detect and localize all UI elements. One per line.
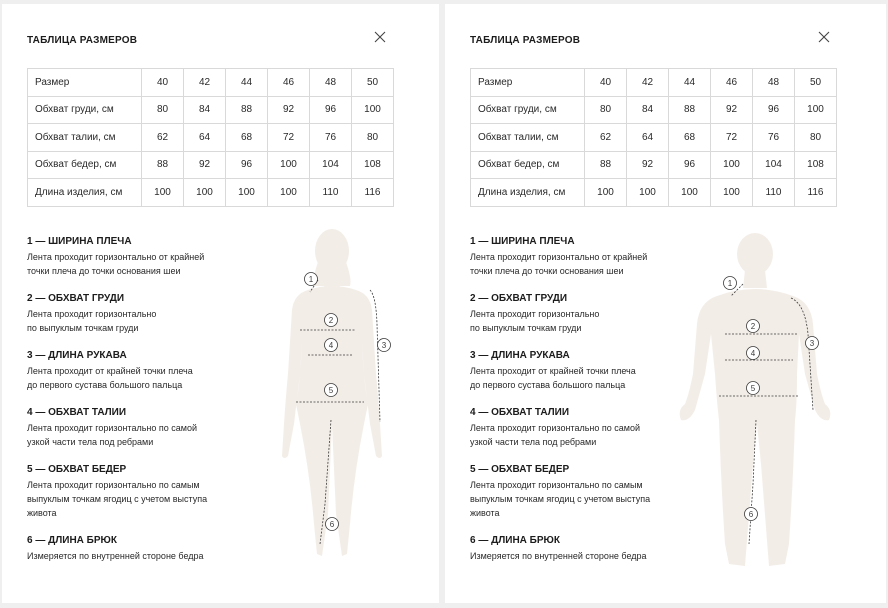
row-label: Размер bbox=[28, 69, 142, 97]
description-line: узкой части тела под ребрами bbox=[27, 437, 154, 447]
close-icon[interactable] bbox=[373, 30, 387, 44]
table-cell: 88 bbox=[669, 96, 711, 124]
panel-title: ТАБЛИЦА РАЗМЕРОВ bbox=[27, 35, 138, 46]
table-cell: 68 bbox=[669, 124, 711, 152]
description-line: выпуклым точкам ягодиц с учетом выступа bbox=[27, 494, 208, 504]
description-line: точки плеча до точки основания шеи bbox=[470, 266, 624, 276]
table-cell: 64 bbox=[627, 124, 669, 152]
table-cell: 50 bbox=[352, 69, 394, 97]
table-cell: 84 bbox=[184, 96, 226, 124]
description-line: узкой части тела под ребрами bbox=[470, 437, 597, 447]
table-cell: 42 bbox=[627, 69, 669, 97]
table-cell: 100 bbox=[669, 179, 711, 207]
table-cell: 44 bbox=[226, 69, 268, 97]
section-description bbox=[27, 549, 257, 563]
table-cell: 100 bbox=[268, 151, 310, 179]
section-description bbox=[27, 421, 257, 449]
table-cell: 92 bbox=[711, 96, 753, 124]
row-label: Обхват талии, см bbox=[471, 124, 585, 152]
table-cell: 88 bbox=[142, 151, 184, 179]
section-description bbox=[27, 364, 257, 392]
table-cell: 116 bbox=[795, 179, 837, 207]
section-title: 5 — ОБХВАТ БЕДЕР bbox=[27, 464, 127, 475]
size-table bbox=[27, 68, 394, 207]
marker-label: 1 bbox=[727, 279, 733, 288]
table-cell: 96 bbox=[226, 151, 268, 179]
table-cell: 104 bbox=[753, 151, 795, 179]
description-line: Лента проходит горизонтально bbox=[27, 309, 157, 319]
description-line: Лента проходит горизонтально по самой bbox=[470, 423, 640, 433]
table-cell: 88 bbox=[585, 151, 627, 179]
marker-label: 4 bbox=[328, 341, 334, 350]
marker-label: 6 bbox=[329, 520, 335, 529]
table-cell: 104 bbox=[310, 151, 352, 179]
marker-label: 3 bbox=[381, 341, 387, 350]
section-title: 5 — ОБХВАТ БЕДЕР bbox=[470, 464, 570, 475]
table-cell: 110 bbox=[753, 179, 795, 207]
table-row bbox=[28, 96, 394, 124]
table-cell: 80 bbox=[352, 124, 394, 152]
description-line: Лента проходит от крайней точки плеча bbox=[470, 366, 636, 376]
row-label: Размер bbox=[471, 69, 585, 97]
table-cell: 48 bbox=[753, 69, 795, 97]
size-chart-panel-female bbox=[2, 4, 439, 603]
table-cell: 68 bbox=[226, 124, 268, 152]
marker-label: 5 bbox=[750, 384, 756, 393]
description-line: Лента проходит горизонтально по самой bbox=[27, 423, 197, 433]
table-cell: 110 bbox=[310, 179, 352, 207]
section-title: 2 — ОБХВАТ ГРУДИ bbox=[470, 293, 568, 304]
table-cell: 80 bbox=[142, 96, 184, 124]
section-title: 6 — ДЛИНА БРЮК bbox=[27, 535, 117, 546]
description-line: до первого сустава большого пальца bbox=[470, 380, 626, 390]
section-title: 4 — ОБХВАТ ТАЛИИ bbox=[27, 407, 127, 418]
marker-label: 1 bbox=[308, 275, 314, 284]
table-cell: 116 bbox=[352, 179, 394, 207]
table-row bbox=[471, 179, 837, 207]
description-line: Лента проходит горизонтально от крайней bbox=[27, 252, 205, 262]
table-cell: 88 bbox=[226, 96, 268, 124]
section-description bbox=[27, 250, 257, 278]
table-cell: 100 bbox=[268, 179, 310, 207]
panel-title: ТАБЛИЦА РАЗМЕРОВ bbox=[470, 35, 581, 46]
marker-label: 4 bbox=[750, 349, 756, 358]
section-title: 4 — ОБХВАТ ТАЛИИ bbox=[470, 407, 570, 418]
row-label: Обхват груди, см bbox=[28, 96, 142, 124]
table-cell: 46 bbox=[711, 69, 753, 97]
table-row bbox=[28, 124, 394, 152]
table-row bbox=[28, 69, 394, 97]
description-line: по выпуклым точкам груди bbox=[27, 323, 139, 333]
marker-label: 3 bbox=[809, 339, 815, 348]
table-cell: 100 bbox=[711, 179, 753, 207]
table-cell: 100 bbox=[184, 179, 226, 207]
table-cell: 46 bbox=[268, 69, 310, 97]
table-cell: 100 bbox=[711, 151, 753, 179]
description-line: выпуклым точкам ягодиц с учетом выступа bbox=[470, 494, 651, 504]
row-label: Обхват груди, см bbox=[471, 96, 585, 124]
section-title: 3 — ДЛИНА РУКАВА bbox=[470, 350, 570, 361]
table-cell: 64 bbox=[184, 124, 226, 152]
table-cell: 72 bbox=[711, 124, 753, 152]
section-title: 1 — ШИРИНА ПЛЕЧА bbox=[27, 236, 132, 247]
table-cell: 100 bbox=[627, 179, 669, 207]
section-title: 3 — ДЛИНА РУКАВА bbox=[27, 350, 127, 361]
table-cell: 84 bbox=[627, 96, 669, 124]
measurement-instructions bbox=[27, 233, 257, 575]
description-line: живота bbox=[470, 508, 500, 518]
table-cell: 96 bbox=[753, 96, 795, 124]
table-cell: 40 bbox=[585, 69, 627, 97]
table-row bbox=[28, 151, 394, 179]
description-line: Лента проходит горизонтально по самым bbox=[27, 480, 200, 490]
table-cell: 48 bbox=[310, 69, 352, 97]
table-cell: 76 bbox=[753, 124, 795, 152]
table-cell: 44 bbox=[669, 69, 711, 97]
section-title: 1 — ШИРИНА ПЛЕЧА bbox=[470, 236, 575, 247]
table-row bbox=[471, 151, 837, 179]
description-line: до первого сустава большого пальца bbox=[27, 380, 183, 390]
table-cell: 92 bbox=[268, 96, 310, 124]
table-row bbox=[471, 96, 837, 124]
female-silhouette bbox=[252, 224, 402, 584]
description-line: Лента проходит горизонтально bbox=[470, 309, 600, 319]
table-cell: 42 bbox=[184, 69, 226, 97]
table-cell: 100 bbox=[226, 179, 268, 207]
table-cell: 80 bbox=[585, 96, 627, 124]
table-cell: 40 bbox=[142, 69, 184, 97]
section-title: 2 — ОБХВАТ ГРУДИ bbox=[27, 293, 125, 304]
row-label: Обхват талии, см bbox=[28, 124, 142, 152]
description-line: Лента проходит от крайней точки плеча bbox=[27, 366, 193, 376]
description-line: по выпуклым точкам груди bbox=[470, 323, 582, 333]
table-cell: 92 bbox=[627, 151, 669, 179]
description-line: Измеряется по внутренней стороне бедра bbox=[27, 551, 204, 561]
description-line: Лента проходит горизонтально от крайней bbox=[470, 252, 648, 262]
row-label: Длина изделия, см bbox=[28, 179, 142, 207]
table-cell: 62 bbox=[585, 124, 627, 152]
table-row bbox=[471, 124, 837, 152]
male-silhouette bbox=[665, 224, 845, 584]
table-cell: 80 bbox=[795, 124, 837, 152]
table-cell: 100 bbox=[585, 179, 627, 207]
table-cell: 62 bbox=[142, 124, 184, 152]
table-cell: 108 bbox=[352, 151, 394, 179]
close-icon[interactable] bbox=[817, 30, 831, 44]
row-label: Обхват бедер, см bbox=[471, 151, 585, 179]
description-line: Лента проходит горизонтально по самым bbox=[470, 480, 643, 490]
marker-label: 5 bbox=[328, 386, 334, 395]
size-table bbox=[470, 68, 837, 207]
section-description bbox=[27, 478, 257, 520]
table-row bbox=[471, 69, 837, 97]
table-cell: 100 bbox=[142, 179, 184, 207]
description-line: точки плеча до точки основания шеи bbox=[27, 266, 181, 276]
table-cell: 108 bbox=[795, 151, 837, 179]
row-label: Обхват бедер, см bbox=[28, 151, 142, 179]
size-chart-panel-male bbox=[445, 4, 886, 603]
table-cell: 72 bbox=[268, 124, 310, 152]
description-line: Измеряется по внутренней стороне бедра bbox=[470, 551, 647, 561]
table-cell: 100 bbox=[795, 96, 837, 124]
table-cell: 96 bbox=[310, 96, 352, 124]
table-cell: 96 bbox=[669, 151, 711, 179]
section-title: 6 — ДЛИНА БРЮК bbox=[470, 535, 560, 546]
table-cell: 76 bbox=[310, 124, 352, 152]
table-row bbox=[28, 179, 394, 207]
marker-label: 6 bbox=[748, 510, 754, 519]
table-cell: 100 bbox=[352, 96, 394, 124]
marker-label: 2 bbox=[328, 316, 334, 325]
table-cell: 92 bbox=[184, 151, 226, 179]
description-line: живота bbox=[27, 508, 57, 518]
table-cell: 50 bbox=[795, 69, 837, 97]
section-description bbox=[27, 307, 257, 335]
marker-label: 2 bbox=[750, 322, 756, 331]
row-label: Длина изделия, см bbox=[471, 179, 585, 207]
